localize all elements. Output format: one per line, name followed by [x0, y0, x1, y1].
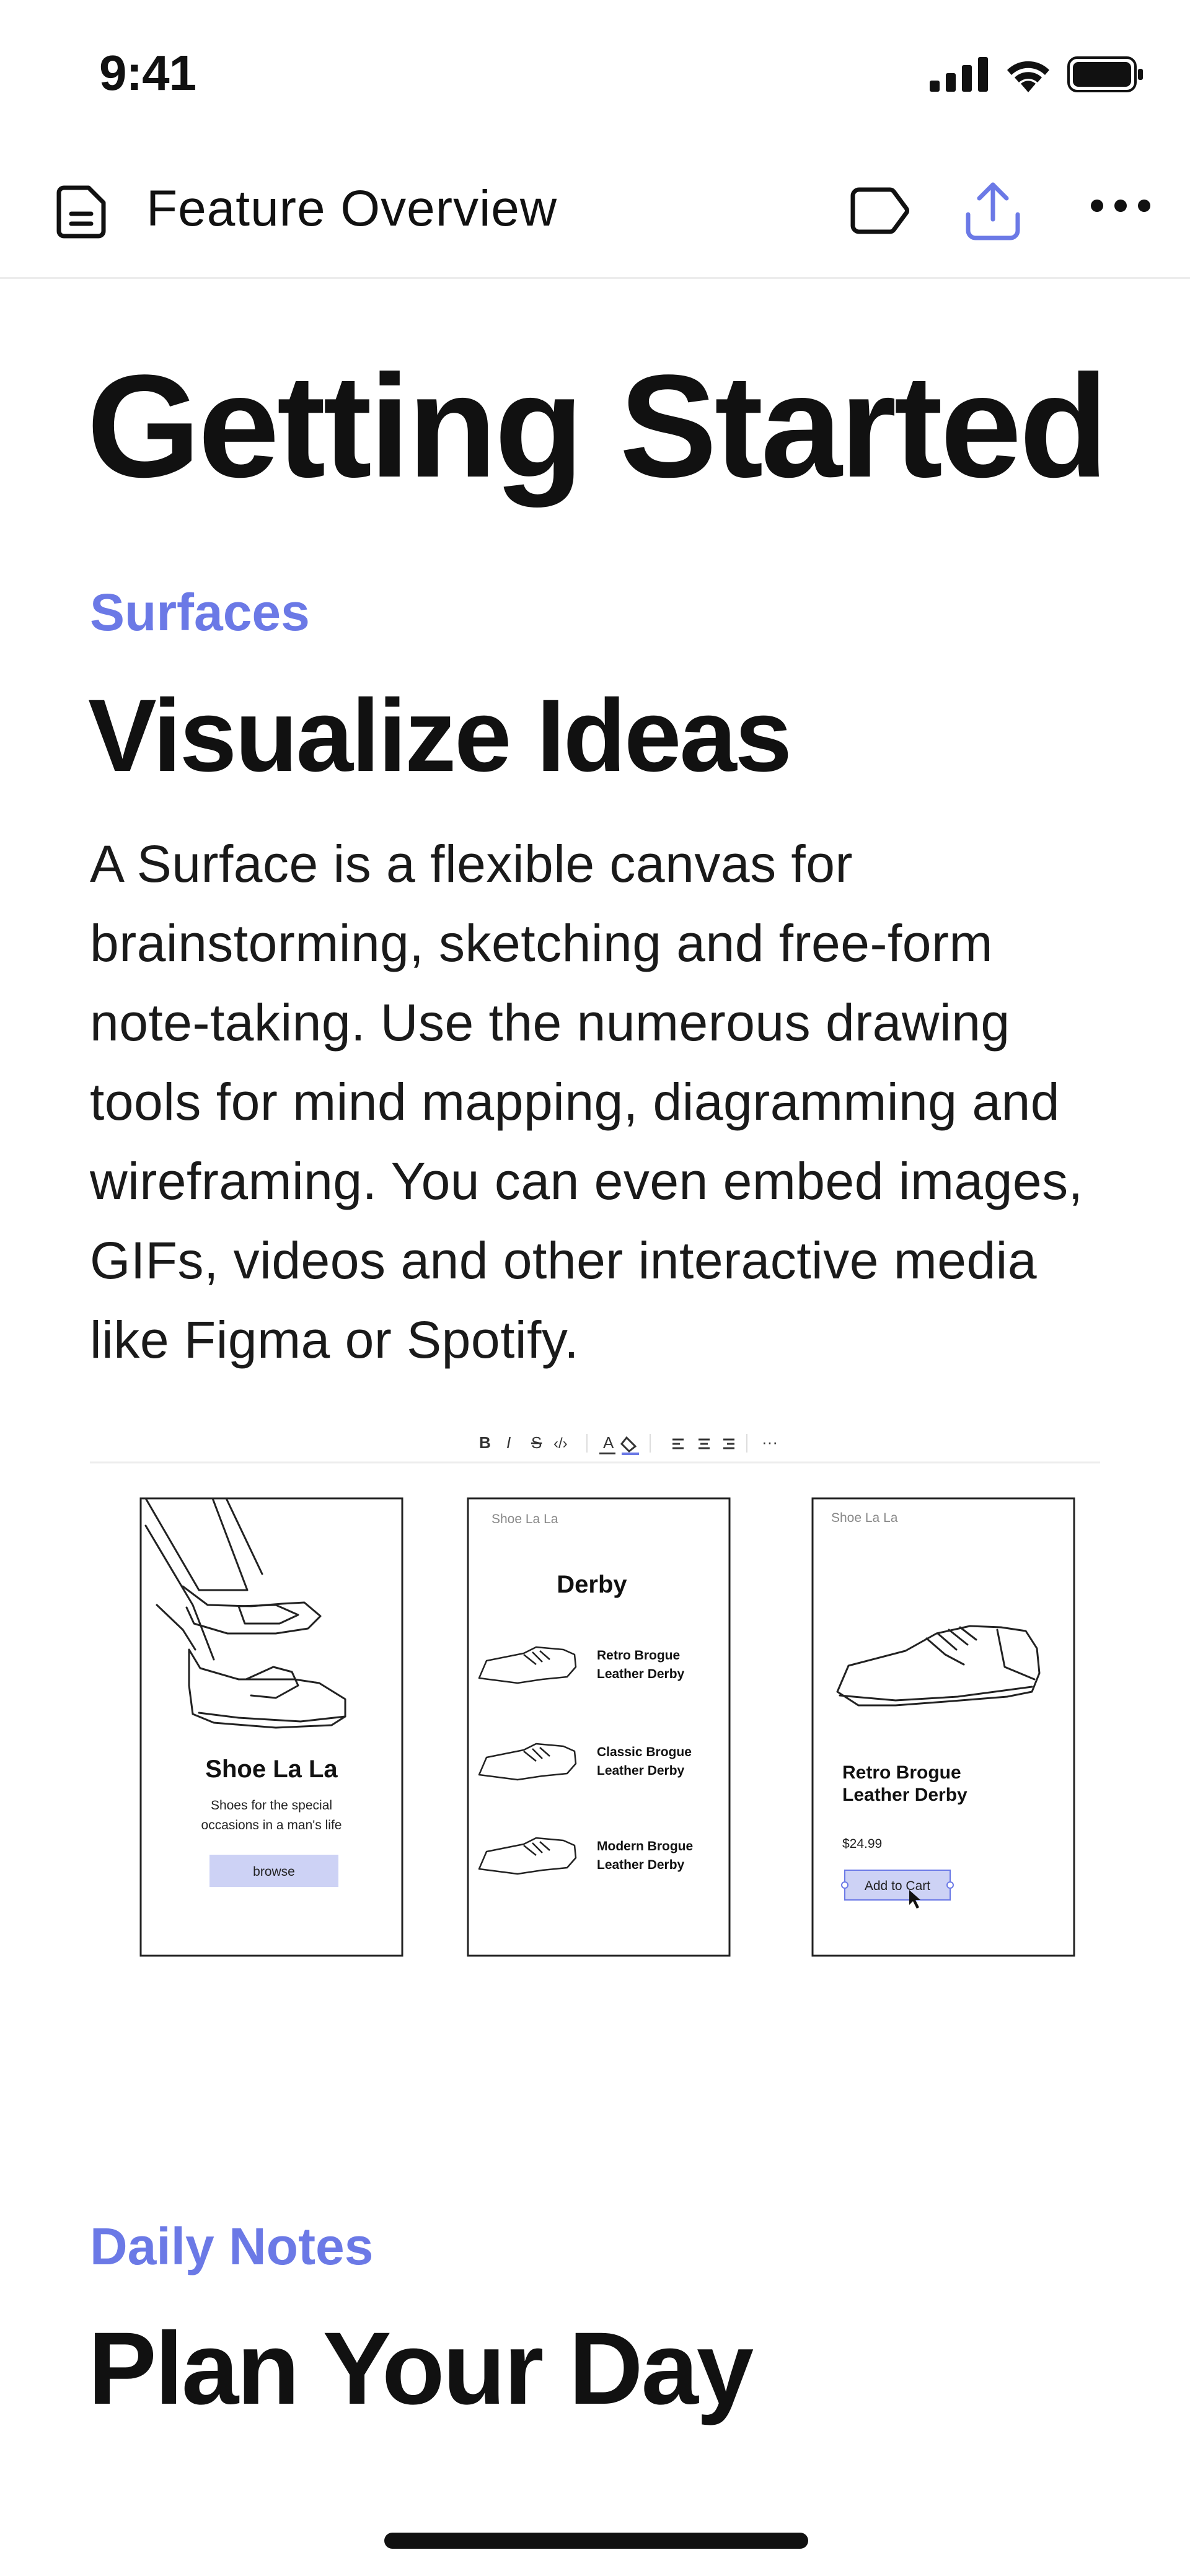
wifi-icon: [1004, 56, 1052, 92]
frame3-brand: Shoe La La: [831, 1511, 898, 1525]
document-title[interactable]: Feature Overview: [146, 180, 558, 237]
toolbar-strike: S: [531, 1433, 542, 1452]
frame2-brand: Shoe La La: [491, 1512, 558, 1526]
toolbar-code: ‹/›: [553, 1435, 568, 1452]
section-heading-visualize-ideas: Visualize Ideas: [88, 679, 791, 793]
frame2-item1-line1: Retro Brogue: [597, 1648, 681, 1663]
section-eyebrow-daily-notes: Daily Notes: [90, 2217, 374, 2275]
status-time: 9:41: [99, 45, 196, 100]
frame1-subtitle-line1: Shoes for the special: [210, 1798, 333, 1813]
toolbar-bold: B: [479, 1433, 491, 1452]
formatting-toolbar: [90, 1433, 1100, 1462]
frame1-title: Shoe La La: [205, 1756, 338, 1783]
cellular-signal-icon: [930, 57, 989, 92]
wireframe-product-detail: [813, 1498, 1074, 1956]
wireframe-product-list: [468, 1498, 729, 1956]
frame2-item1-line2: Leather Derby: [597, 1667, 685, 1681]
toolbar-italic: I: [506, 1433, 511, 1452]
home-indicator[interactable]: [384, 2533, 808, 2549]
toolbar-more: ···: [762, 1433, 778, 1451]
section-eyebrow-surfaces: Surfaces: [90, 583, 310, 641]
battery-icon: [1067, 56, 1144, 92]
align-center-icon: [699, 1440, 710, 1448]
fill-color-icon: [622, 1438, 635, 1451]
frame2-item2-line1: Classic Brogue: [597, 1745, 692, 1759]
share-icon[interactable]: [961, 178, 1025, 246]
frame2-item2-line2: Leather Derby: [597, 1764, 685, 1778]
frame2-title: Derby: [557, 1571, 627, 1598]
surface-illustration[interactable]: [90, 1419, 1100, 1977]
document-icon[interactable]: [53, 183, 110, 243]
more-options-icon[interactable]: [1091, 200, 1150, 212]
align-right-icon: [723, 1440, 734, 1448]
section-heading-plan-your-day: Plan Your Day: [88, 2311, 752, 2426]
browse-button-label: browse: [253, 1865, 295, 1879]
label-tag-icon[interactable]: [849, 186, 911, 239]
add-to-cart-label: Add to Cart: [864, 1879, 931, 1893]
page-title: Getting Started: [87, 345, 1106, 508]
frame2-item3-line2: Leather Derby: [597, 1858, 685, 1872]
toolbar-text-color: A: [603, 1433, 614, 1452]
frame2-item3-line1: Modern Brogue: [597, 1839, 694, 1853]
frame1-subtitle-line2: occasions in a man's life: [201, 1818, 342, 1832]
wireframe-landing: [141, 1498, 402, 1956]
status-icons: [930, 53, 1144, 96]
frame3-name-line1: Retro Brogue: [842, 1762, 961, 1783]
section-body-text: A Surface is a flexible canvas for brainstorming, sketching and free-form note-taking. Use the numerous drawing tools for mind mapping, diagramming and wireframing. You can even embed images, GIFs, videos and other interactive media like Figma or Spotify.: [90, 835, 1083, 1369]
align-left-icon: [672, 1440, 684, 1448]
frame3-name-line2: Leather Derby: [842, 1785, 967, 1805]
frame3-price: $24.99: [842, 1837, 883, 1851]
